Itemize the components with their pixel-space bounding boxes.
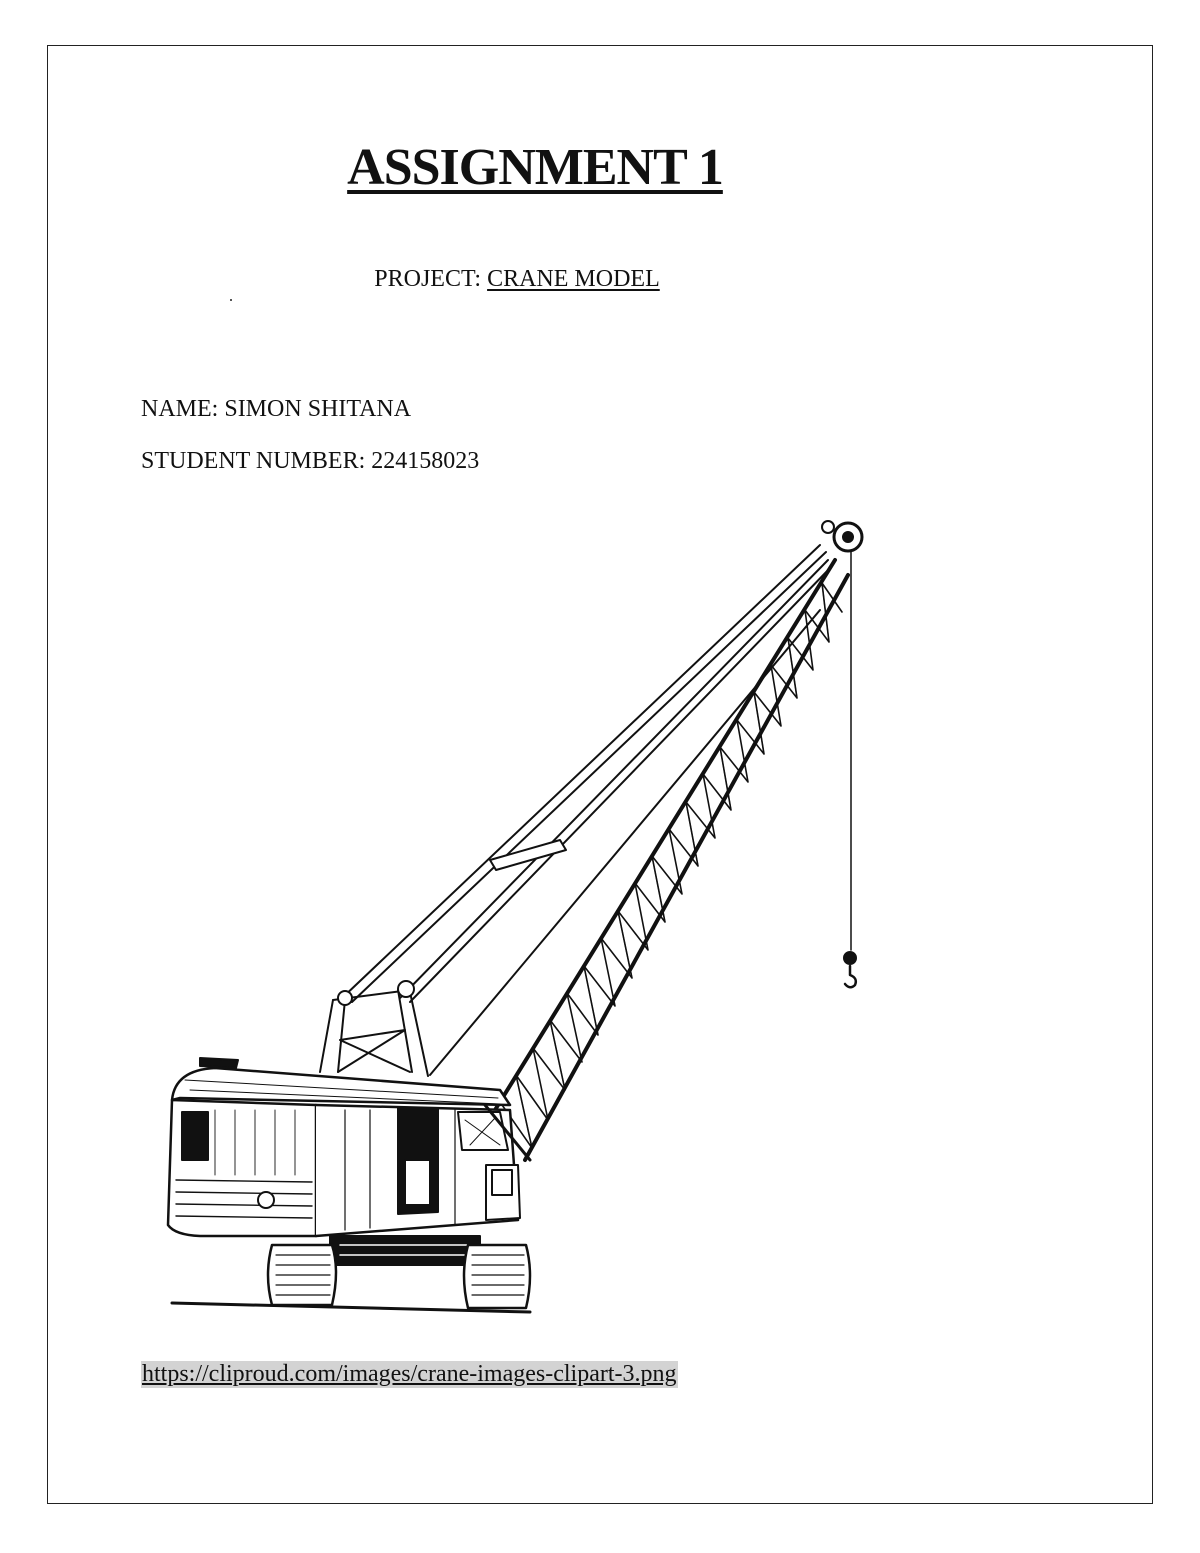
page-title: ASSIGNMENT 1 xyxy=(347,139,723,196)
name-line xyxy=(141,396,411,423)
student-number-value: 224158023 xyxy=(371,448,480,474)
project-value: CRANE MODEL xyxy=(487,266,660,292)
name-label: NAME: xyxy=(141,396,219,422)
stray-mark xyxy=(230,299,232,301)
student-number-label: STUDENT NUMBER: xyxy=(141,448,366,474)
student-number-line xyxy=(141,448,479,475)
source-link[interactable]: https://cliproud.com/images/crane-images-clipart-3.png xyxy=(142,1361,677,1387)
project-line xyxy=(0,266,1034,293)
crane-illustration-icon xyxy=(160,512,880,1322)
name-value: SIMON SHITANA xyxy=(224,396,412,422)
project-label: PROJECT: xyxy=(374,266,482,292)
